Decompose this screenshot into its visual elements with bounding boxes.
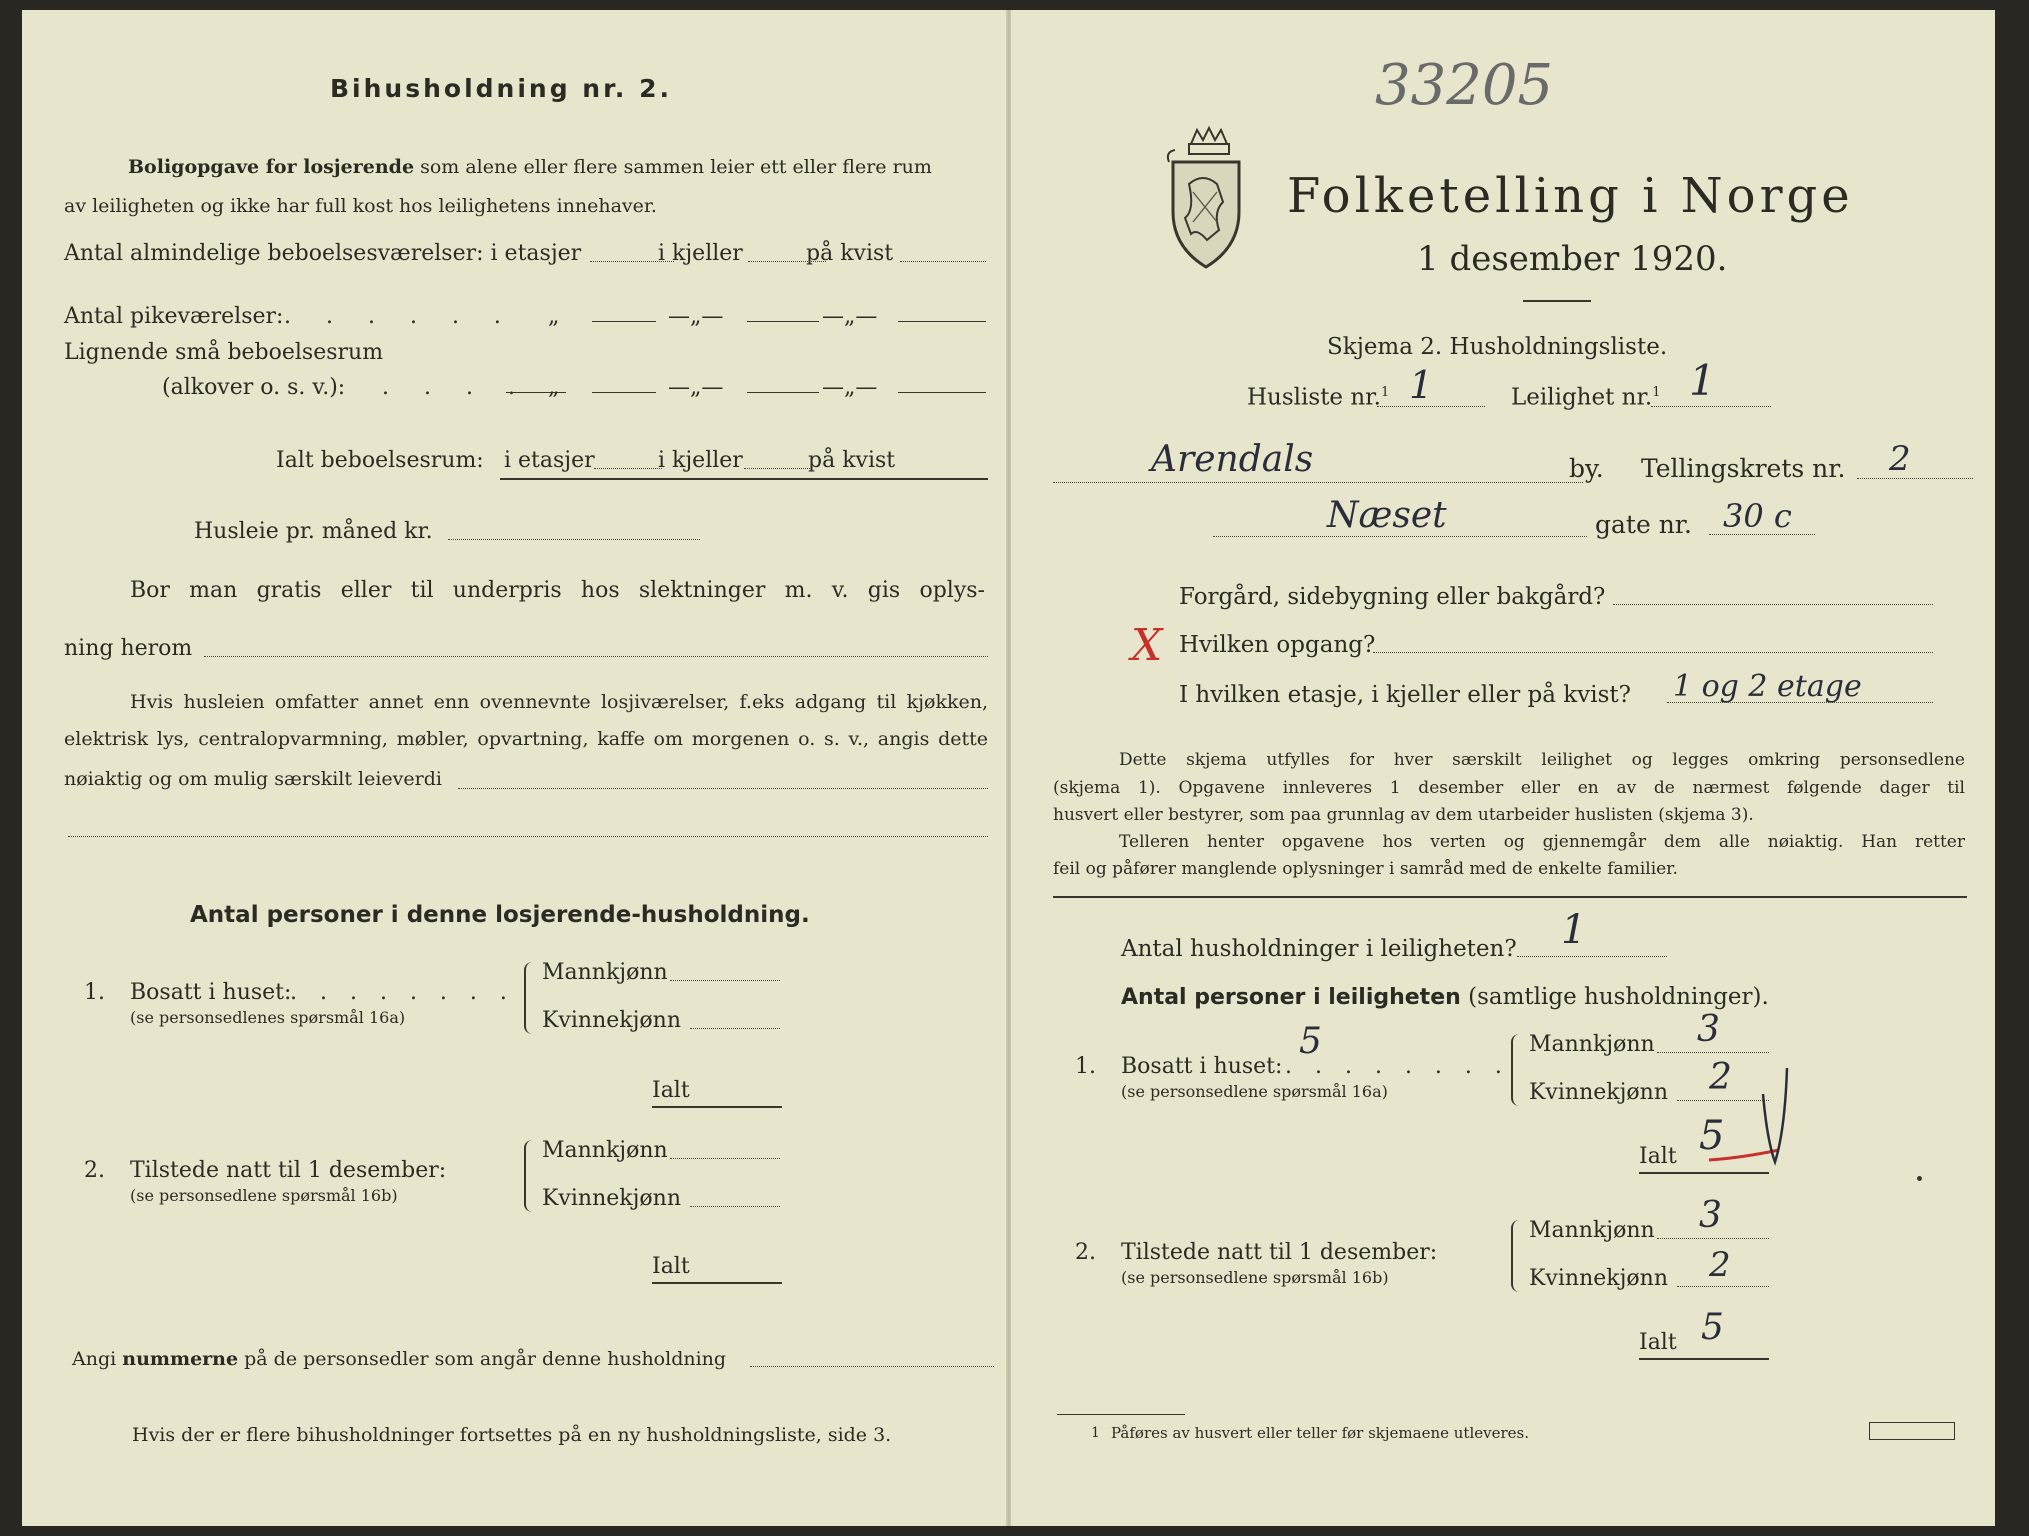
pike-kjeller-field[interactable] xyxy=(747,321,819,322)
ialt-etasjer-field[interactable] xyxy=(594,468,662,469)
left-q2-kvinne-field[interactable] xyxy=(690,1206,780,1207)
right-q2-mann-field[interactable] xyxy=(1657,1238,1769,1239)
lignende-ditto-3: —„— xyxy=(822,375,878,400)
right-q1-sub: (se personsedlene spørsmål 16a) xyxy=(1121,1082,1388,1101)
left-q2-kvinne: Kvinnekjønn xyxy=(542,1186,681,1211)
title-rule xyxy=(1523,300,1591,302)
husliste-value: 1 xyxy=(1409,363,1434,407)
etasje-label: I hvilken etasje, i kjeller eller på kvist? xyxy=(1179,682,1631,708)
left-q2-ialt-field[interactable] xyxy=(652,1282,782,1284)
left-q2-ialt: Ialt xyxy=(652,1254,690,1279)
footnote-rule xyxy=(1057,1414,1185,1415)
rooms-kvist-label: på kvist xyxy=(806,241,894,266)
left-q1-leader: . . . . . . . . xyxy=(290,980,515,1005)
instr-line-5: feil og påfører manglende oplysninger i samråd med de enkelte familier. xyxy=(1053,859,1678,879)
pike-ditto-3: —„— xyxy=(822,304,878,329)
angi-field[interactable] xyxy=(750,1366,994,1367)
instr-line-1: Dette skjema utfylles for hver særskilt leilighet og legges omkring personsedlene xyxy=(1119,750,1965,770)
lignende-label-1: Lignende små beboelsesrum xyxy=(64,340,384,365)
lignende-ditto: „ xyxy=(548,375,560,400)
hvis-line-2: elektrisk lys, centralopvarmning, møbler, opvartning, kaffe om morgenen o. s. v., angis dette xyxy=(64,728,988,750)
right-q1-value: 5 xyxy=(1299,1021,1322,1062)
instr-line-4: Telleren henter opgavene hos verten og gjennemgår dem alle nøiaktig. Han retter xyxy=(1119,832,1965,852)
bor-field[interactable] xyxy=(204,656,988,657)
hush-field[interactable] xyxy=(1517,956,1667,957)
right-q2-label: Tilstede natt til 1 desember: xyxy=(1121,1240,1438,1265)
husliste-footnote-mark: 1 xyxy=(1380,385,1390,400)
instr-line-2: (skjema 1). Opgavene innleveres 1 desember eller en av de nærmest følgende dager til xyxy=(1053,778,1965,798)
left-q2-sub: (se personsedlene spørsmål 16b) xyxy=(130,1186,398,1205)
persons-rest: (samtlige husholdninger). xyxy=(1468,984,1769,1010)
right-q2-ialt-label: Ialt xyxy=(1639,1330,1677,1355)
right-q1-mann-label: Mannkjønn xyxy=(1529,1032,1655,1057)
city-value: Arendals xyxy=(1151,439,1314,480)
left-q2-num: 2. xyxy=(84,1158,105,1183)
right-q2-sub: (se personsedlene spørsmål 16b) xyxy=(1121,1268,1389,1287)
forgaard-label: Forgård, sidebygning eller bakgård? xyxy=(1179,584,1606,610)
intro-line-1 xyxy=(128,158,932,177)
right-q1-leader: . . . . . . . . xyxy=(1285,1054,1510,1079)
ialt-kjeller-label: i kjeller xyxy=(658,448,743,473)
right-q1-kvinne-label: Kvinnekjønn xyxy=(1529,1080,1668,1105)
persons-line xyxy=(1121,986,1769,1009)
leilighet-footnote-mark: 1 xyxy=(1652,385,1661,400)
rooms-label: Antal almindelige beboelsesværelser: i etasjer xyxy=(64,241,582,266)
lignende-kjeller-field[interactable] xyxy=(747,392,819,393)
hush-value: 1 xyxy=(1561,907,1587,953)
city-field[interactable] xyxy=(1053,482,1583,483)
ialt-etasjer-label: i etasjer xyxy=(504,448,595,473)
street-field[interactable] xyxy=(1213,536,1587,537)
right-q1-mann: 3 xyxy=(1697,1009,1720,1050)
left-q1-ialt: Ialt xyxy=(652,1078,690,1103)
pike-ditto-2: —„— xyxy=(668,304,724,329)
pike-kvist-field[interactable] xyxy=(898,321,986,322)
hush-label: Antal husholdninger i leiligheten? xyxy=(1121,936,1517,962)
tellingskrets-field[interactable] xyxy=(1857,478,1973,479)
hvis-line-1: Hvis husleien omfatter annet enn ovennevnte losjiværelser, f.eks adgang til kjøkken, xyxy=(130,691,988,713)
bor-line-2: ning herom xyxy=(64,636,193,661)
instr-line-3: husvert eller bestyrer, som paa grunnlag av dem utarbeider huslisten (skjema 3). xyxy=(1053,805,1754,825)
right-q1-label: Bosatt i huset: xyxy=(1121,1054,1283,1079)
pike-label: Antal pikeværelser: xyxy=(64,304,284,329)
forgaard-field[interactable] xyxy=(1613,604,1933,605)
left-footer: Hvis der er flere bihusholdninger fortsettes på en ny husholdningsliste, side 3. xyxy=(132,1424,892,1446)
form-date: 1 desember 1920. xyxy=(1417,239,1728,279)
coat-of-arms-icon xyxy=(1163,122,1249,272)
left-q1-kvinne-field[interactable] xyxy=(690,1028,780,1029)
right-q1-brace xyxy=(1511,1034,1521,1106)
right-q2-ialt: 5 xyxy=(1701,1307,1724,1348)
left-q2-mann: Mannkjønn xyxy=(542,1138,668,1163)
left-q1-mann: Mannkjønn xyxy=(542,960,668,985)
right-q2-num: 2. xyxy=(1075,1240,1096,1265)
right-q2-kvinne-field[interactable] xyxy=(1677,1286,1769,1287)
angi-pre: Angi xyxy=(72,1348,117,1370)
left-q2-brace xyxy=(524,1140,534,1212)
stamp-number: 33205 xyxy=(1375,53,1554,118)
gate-value: 30 c xyxy=(1723,497,1792,535)
pike-leader-dots: . . . . . . xyxy=(284,304,515,329)
angi-rest: på de personsedler som angår denne husholdning xyxy=(244,1348,727,1370)
bor-line-1: Bor man gratis eller til underpris hos slektninger m. v. gis oplys- xyxy=(130,578,985,603)
leilighet-value: 1 xyxy=(1689,356,1716,405)
ink-dot xyxy=(1917,1176,1922,1181)
ialt-rooms-label: Ialt beboelsesrum: xyxy=(276,448,484,473)
persons-bold: Antal personer i leiligheten xyxy=(1121,985,1461,1010)
right-q2-kvinne: 2 xyxy=(1709,1245,1731,1285)
lignende-label-2: (alkover o. s. v.): xyxy=(162,375,346,400)
intro-bold: Boligopgave for losjerende xyxy=(128,156,415,178)
by-label: by. xyxy=(1569,454,1604,483)
right-q1-ialt: 5 xyxy=(1699,1113,1725,1159)
footnote-mark: 1 xyxy=(1091,1425,1100,1441)
husleie-label: Husleie pr. måned kr. xyxy=(194,519,433,544)
tellingskrets-label: Tellingskrets nr. xyxy=(1641,454,1846,483)
printer-mark xyxy=(1869,1422,1955,1440)
right-q2-brace xyxy=(1511,1220,1521,1292)
left-q2-label: Tilstede natt til 1 desember: xyxy=(130,1158,447,1183)
leilighet-field[interactable] xyxy=(1651,406,1771,407)
persons-heading: Antal personer i denne losjerende-husholdning. xyxy=(190,902,810,928)
angi-line xyxy=(72,1350,726,1369)
lignende-kvist-field[interactable] xyxy=(898,392,986,393)
ialt-kjeller-field[interactable] xyxy=(744,468,810,469)
left-heading: Bihusholdning nr. 2. xyxy=(330,74,672,103)
rooms-kjeller-label: i kjeller xyxy=(658,241,743,266)
left-q1-label: Bosatt i huset: xyxy=(130,980,292,1005)
opgang-field[interactable] xyxy=(1373,652,1933,653)
left-q1-num: 1. xyxy=(84,980,105,1005)
check-mark-icon xyxy=(1701,1050,1801,1180)
left-q1-kvinne: Kvinnekjønn xyxy=(542,1008,681,1033)
gate-label: gate nr. xyxy=(1595,510,1692,539)
right-q2-ialt-field[interactable] xyxy=(1639,1358,1769,1360)
right-q1-ialt-label: Ialt xyxy=(1639,1144,1677,1169)
husleie-field[interactable] xyxy=(448,539,700,540)
footnote-text: Påføres av husvert eller teller før skjemaene utleveres. xyxy=(1111,1424,1529,1442)
left-q2-mann-field[interactable] xyxy=(670,1158,780,1159)
lignende-leader-dots: . . . . xyxy=(382,375,529,400)
tellingskrets-value: 2 xyxy=(1889,439,1911,479)
husliste-text: Husliste nr. xyxy=(1247,384,1381,411)
right-page xyxy=(1011,10,1995,1526)
ialt-underline xyxy=(500,478,988,480)
right-q2-kvinne-label: Kvinnekjønn xyxy=(1529,1266,1668,1291)
leilighet-label xyxy=(1511,386,1661,410)
pike-etasjer-field[interactable] xyxy=(592,321,656,322)
right-q1-num: 1. xyxy=(1075,1054,1096,1079)
intro-rest-1: som alene eller flere sammen leier ett eller flere rum xyxy=(420,156,932,178)
intro-line-2: av leiligheten og ikke har full kost hos leilighetens innehaver. xyxy=(64,195,657,217)
right-q2-mann-label: Mannkjønn xyxy=(1529,1218,1655,1243)
form-title: Folketelling i Norge xyxy=(1287,168,1854,224)
leieverdi-field-2[interactable] xyxy=(68,836,988,837)
lignende-ditto-2: —„— xyxy=(668,375,724,400)
leieverdi-field[interactable] xyxy=(458,788,988,789)
left-q1-sub: (se personsedlenes spørsmål 16a) xyxy=(130,1008,406,1027)
pike-ditto: „ xyxy=(548,304,560,329)
leilighet-text: Leilighet nr. xyxy=(1511,384,1653,411)
opgang-mark: X xyxy=(1131,620,1163,671)
street-value: Næset xyxy=(1327,495,1447,536)
right-q1-kvinne: 2 xyxy=(1709,1057,1732,1098)
hvis-line-3: nøiaktig og om mulig særskilt leieverdi xyxy=(64,768,442,790)
left-q1-ialt-field[interactable] xyxy=(652,1106,782,1108)
etasje-value: 1 og 2 etage xyxy=(1673,669,1862,704)
left-q1-mann-field[interactable] xyxy=(670,980,780,981)
angi-bold: nummerne xyxy=(122,1348,239,1370)
rooms-kvist-field[interactable] xyxy=(900,261,986,262)
right-q2-mann: 3 xyxy=(1699,1195,1722,1236)
ialt-kvist-label: på kvist xyxy=(808,448,896,473)
left-q1-brace xyxy=(524,962,534,1034)
husliste-label xyxy=(1247,386,1389,410)
left-page xyxy=(22,10,1007,1526)
opgang-label: Hvilken opgang? xyxy=(1179,632,1376,658)
instructions-rule xyxy=(1053,896,1967,898)
schema-label: Skjema 2. Husholdningsliste. xyxy=(1327,334,1668,360)
lignende-etasjer-field[interactable] xyxy=(592,392,656,393)
